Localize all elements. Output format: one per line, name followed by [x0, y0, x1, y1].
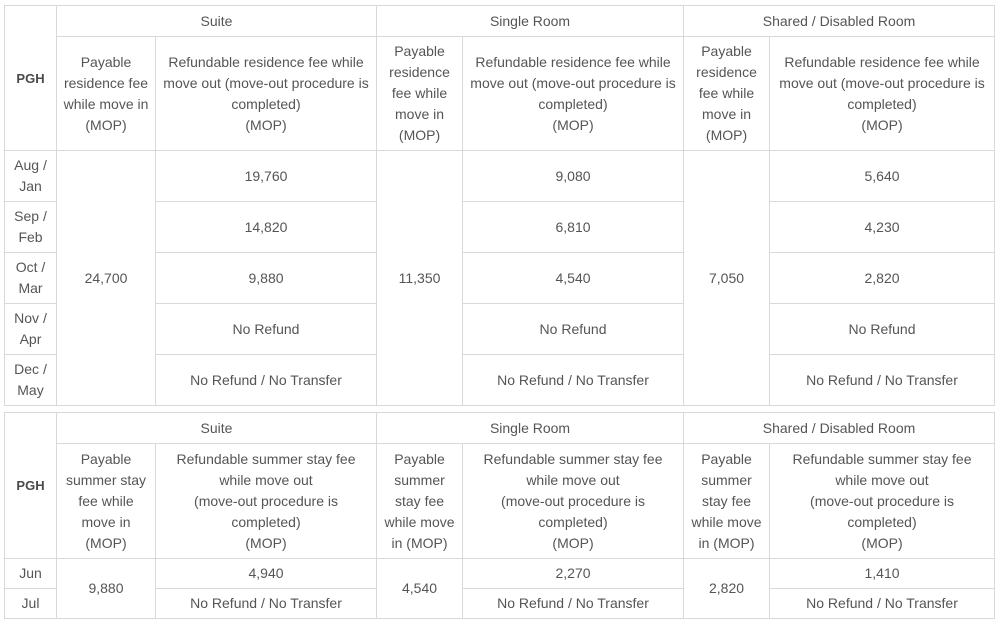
shared-payable-header: Payable residence fee while move in (MOP)	[684, 37, 770, 151]
single-refund-cell: 6,810	[463, 202, 684, 253]
sub-header-row	[5, 37, 995, 151]
pgh-header: PGH	[5, 6, 57, 151]
single-payable-value: 11,350	[377, 151, 463, 406]
single-refund-cell: 2,270	[463, 559, 684, 589]
suite-refund-cell: 4,940	[156, 559, 377, 589]
suite-refund-cell: No Refund	[156, 304, 377, 355]
suite-payable-header: Payable residence fee while move in (MOP)	[57, 37, 156, 151]
shared-payable-value: 7,050	[684, 151, 770, 406]
group-header-suite: Suite	[57, 6, 377, 37]
single-payable-header: Payable residence fee while move in (MOP)	[377, 37, 463, 151]
suite-refund-cell: No Refund / No Transfer	[156, 589, 377, 619]
group-header-shared-disabled-room: Shared / Disabled Room	[684, 413, 995, 444]
suite-refundable-header: Refundable residence fee while move out (move-out procedure is completed) (MOP)	[156, 37, 377, 151]
shared-refundable-header: Refundable summer stay fee while move out (move-out procedure is completed) (MOP)	[770, 444, 995, 559]
period-cell: Sep / Feb	[5, 202, 57, 253]
period-cell: Jun	[5, 559, 57, 589]
shared-refund-cell: No Refund	[770, 304, 995, 355]
group-header-single-room: Single Room	[377, 6, 684, 37]
shared-refund-cell: 5,640	[770, 151, 995, 202]
single-payable-value: 4,540	[377, 559, 463, 619]
shared-payable-header: Payable summer stay fee while move in (MOP)	[684, 444, 770, 559]
suite-payable-value: 24,700	[57, 151, 156, 406]
single-refund-cell: No Refund	[463, 304, 684, 355]
summer-stay-fee-table	[4, 412, 995, 619]
suite-refund-cell: 19,760	[156, 151, 377, 202]
shared-refund-cell: No Refund / No Transfer	[770, 589, 995, 619]
group-header-row	[5, 413, 995, 444]
period-cell: Oct / Mar	[5, 253, 57, 304]
single-refundable-header: Refundable residence fee while move out (move-out procedure is completed) (MOP)	[463, 37, 684, 151]
suite-payable-header: Payable summer stay fee while move in (MOP)	[57, 444, 156, 559]
sub-header-row	[5, 444, 995, 559]
suite-refund-cell: 9,880	[156, 253, 377, 304]
period-cell: Dec / May	[5, 355, 57, 406]
shared-refund-cell: 2,820	[770, 253, 995, 304]
group-header-shared-disabled-room: Shared / Disabled Room	[684, 6, 995, 37]
suite-payable-value: 9,880	[57, 559, 156, 619]
period-cell: Nov / Apr	[5, 304, 57, 355]
suite-refundable-header: Refundable summer stay fee while move out (move-out procedure is completed) (MOP)	[156, 444, 377, 559]
group-header-suite: Suite	[57, 413, 377, 444]
single-refund-cell: No Refund / No Transfer	[463, 589, 684, 619]
shared-refund-cell: No Refund / No Transfer	[770, 355, 995, 406]
shared-refund-cell: 1,410	[770, 559, 995, 589]
pgh-header: PGH	[5, 413, 57, 559]
single-payable-header: Payable summer stay fee while move in (MOP)	[377, 444, 463, 559]
shared-refund-cell: 4,230	[770, 202, 995, 253]
group-header-single-room: Single Room	[377, 413, 684, 444]
group-header-row	[5, 6, 995, 37]
shared-refundable-header: Refundable residence fee while move out (move-out procedure is completed) (MOP)	[770, 37, 995, 151]
suite-refund-cell: 14,820	[156, 202, 377, 253]
table-row	[5, 559, 995, 589]
shared-payable-value: 2,820	[684, 559, 770, 619]
single-refund-cell: 4,540	[463, 253, 684, 304]
table-row	[5, 151, 995, 202]
single-refundable-header: Refundable summer stay fee while move out (move-out procedure is completed) (MOP)	[463, 444, 684, 559]
single-refund-cell: No Refund / No Transfer	[463, 355, 684, 406]
period-cell: Aug / Jan	[5, 151, 57, 202]
single-refund-cell: 9,080	[463, 151, 684, 202]
period-cell: Jul	[5, 589, 57, 619]
suite-refund-cell: No Refund / No Transfer	[156, 355, 377, 406]
residence-fee-table	[4, 5, 995, 406]
